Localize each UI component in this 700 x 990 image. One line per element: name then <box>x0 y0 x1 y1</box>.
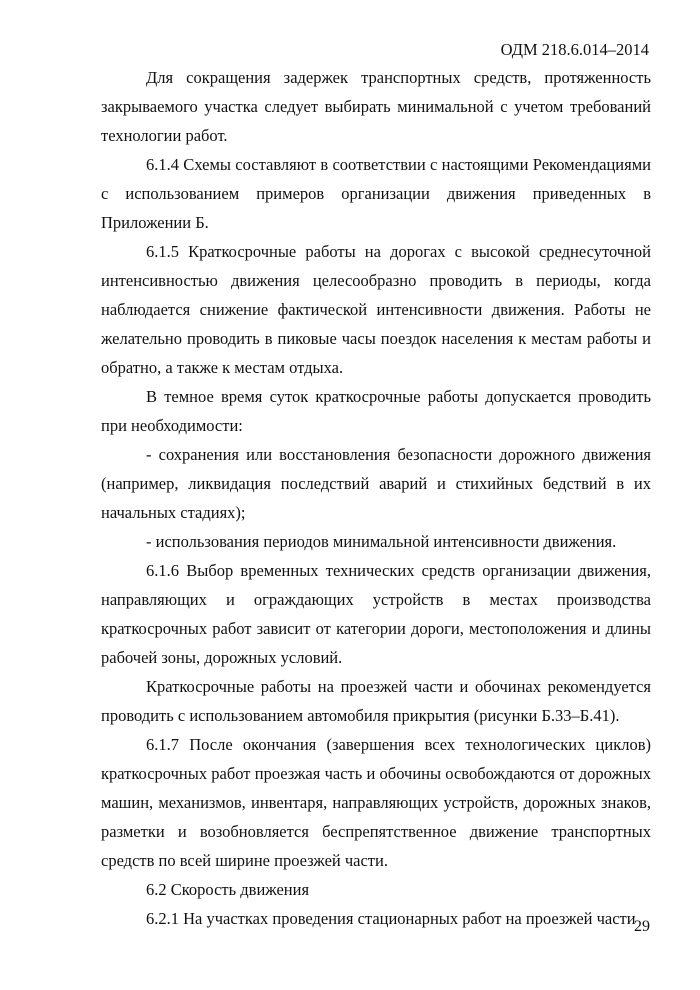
body-text <box>101 63 651 933</box>
document-code-header: ОДМ 218.6.014–2014 <box>500 40 649 59</box>
paragraph-6-1-6: 6.1.6 Выбор временных технических средств организации движения, направляющих и ограждающих устройств в местах производства краткосрочных работ зависит от категории дороги, местоположения и длины рабочей зоны, дорожных условий. <box>101 561 651 667</box>
paragraph-6-2-1: 6.2.1 На участках проведения стационарных работ на проезжей части <box>146 909 636 928</box>
paragraph-night-work: В темное время суток краткосрочные работы допускается проводить при необходимости: <box>101 387 651 435</box>
paragraph-6-1-7: 6.1.7 После окончания (завершения всех технологических циклов) краткосрочных работ проезжая часть и обочины освобождаются от дорожных машин, механизмов, инвентаря, направляющих устройств, дорожных знаков, разметки и возобновляется беспрепятственное движение транспортных средств по всей ширине проезжей части. <box>101 735 651 870</box>
list-item-safety: - сохранения или восстановления безопасности дорожного движения (например, ликвидация последствий аварий и стихийных бедствий в их начальных стадиях); <box>101 445 651 522</box>
paragraph-6-1-5: 6.1.5 Краткосрочные работы на дорогах с высокой среднесуточной интенсивностью движения целесообразно проводить в периоды, когда наблюдается снижение фактической интенсивности движения. Работы не желательно проводить в пиковые часы поездок населения к местам работы и обратно, а также к местам отдыха. <box>101 242 651 377</box>
section-heading-6-2: 6.2 Скорость движения <box>146 880 310 899</box>
page-number: 29 <box>634 918 650 935</box>
paragraph-6-1-4: 6.1.4 Схемы составляют в соответствии с настоящими Рекомендациями с использованием примеров организации движения приведенных в Приложении Б. <box>101 155 651 232</box>
list-item-min-intensity: - использования периодов минимальной интенсивности движения. <box>146 532 617 551</box>
paragraph-delay-reduction: Для сокращения задержек транспортных средств, протяженность закрываемого участка следует выбирать минимальной с учетом требований технологии работ. <box>101 68 651 145</box>
paragraph-cover-vehicle: Краткосрочные работы на проезжей части и обочинах рекомендуется проводить с использованием автомобиля прикрытия (рисунки Б.33–Б.41). <box>101 677 651 725</box>
